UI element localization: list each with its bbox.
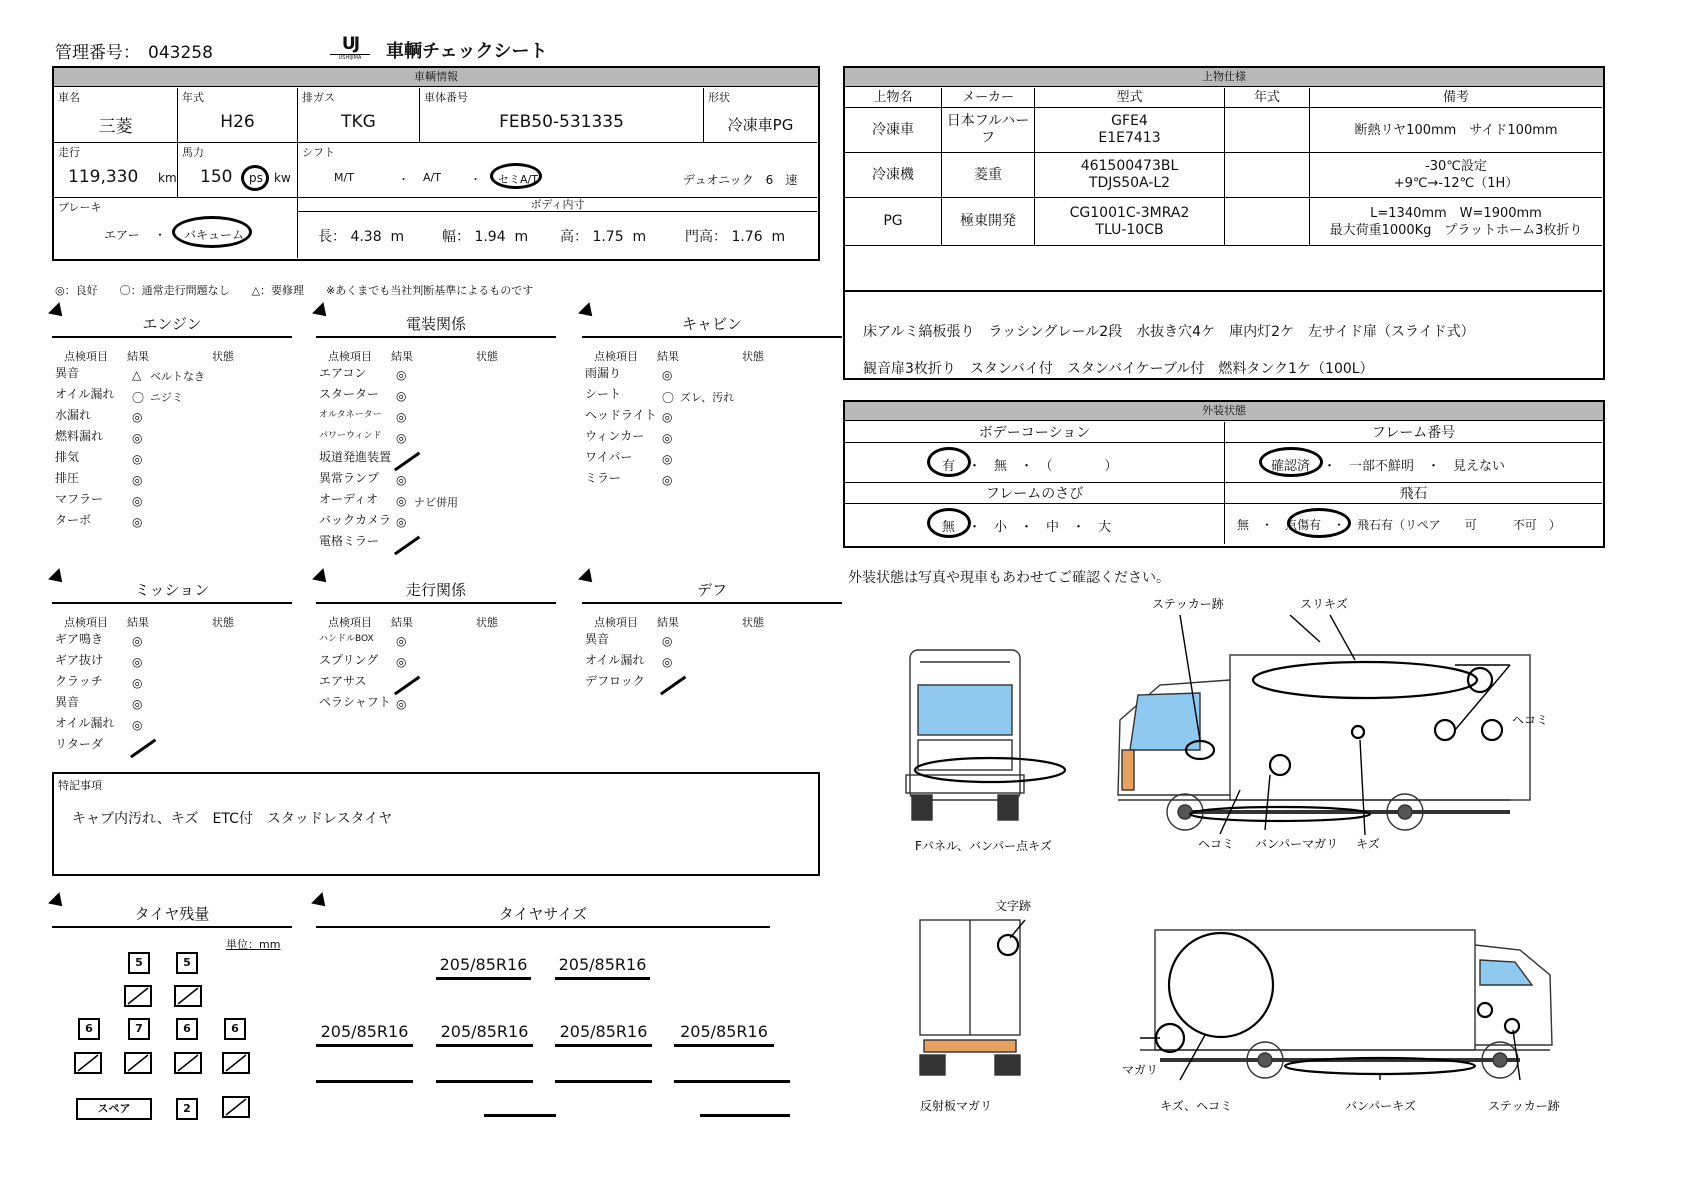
label-letters: 文字跡	[995, 899, 1032, 913]
col-header-result: 結果	[391, 616, 413, 629]
page-title: 車輌チェックシート	[386, 41, 548, 62]
truck-front-view	[906, 650, 1024, 820]
label-scratch: スリキズ	[1300, 597, 1348, 611]
tire-size-line	[316, 1058, 413, 1083]
upper-cell: 冷凍機	[845, 153, 942, 198]
check-item: オルタネーター	[319, 410, 382, 420]
diff-title: デフ	[582, 578, 842, 604]
label-bumper-scrape: バンパーマガリ	[1255, 837, 1339, 851]
check-item: オーディオ	[319, 492, 379, 506]
not-applicable-slash	[130, 739, 156, 758]
check-result: ◎	[396, 697, 407, 711]
check-result: ◎	[132, 431, 143, 445]
check-item: 異音	[55, 695, 80, 709]
upper-remarks-1: 床アルミ縞板張り ラッシングレール2段 水抜き穴4ケ 庫内灯2ケ 左サイド扉（スライド式）	[863, 324, 1475, 340]
check-result: ◎	[662, 452, 673, 466]
body-coat-circle	[927, 447, 971, 477]
check-item: ワイパー	[585, 450, 633, 464]
special-notes: 特記事項 キャブ内汚れ、キズ ETC付 スタッドレスタイヤ	[52, 772, 820, 876]
tire-rear-slash-2	[174, 1052, 202, 1074]
check-item: 電格ミラー	[319, 534, 380, 548]
check-item: スターター	[319, 387, 380, 401]
check-item: エアコン	[319, 366, 367, 380]
body-number-cell: 車体番号 FEB50-531335	[420, 88, 704, 143]
upper-cell	[1225, 108, 1310, 153]
col-header-status: 状態	[212, 350, 234, 363]
col-header-status: 状態	[476, 350, 498, 363]
ps-circle	[241, 165, 269, 191]
power-cell: 馬力 150 ps kw	[178, 143, 298, 198]
not-applicable-slash	[394, 452, 420, 471]
tire-front-right: 5	[176, 952, 198, 974]
check-item: ウィンカー	[585, 429, 645, 443]
check-result: ◎	[132, 410, 143, 424]
check-result: ◎	[396, 494, 407, 508]
check-item: 異音	[585, 632, 610, 646]
upper-cell	[1225, 198, 1310, 246]
check-result: ◎	[132, 676, 143, 690]
check-result: ◎	[396, 410, 407, 424]
check-item: バックカメラ	[319, 513, 392, 527]
check-item: 排気	[55, 450, 80, 464]
col-header-result: 結果	[657, 350, 679, 363]
tire-size-rear-1: 205/85R16	[436, 1022, 533, 1047]
tire-rear-0: 6	[78, 1018, 100, 1040]
tire-front-right-slash	[174, 985, 202, 1007]
check-item: マフラー	[55, 492, 104, 506]
check-item: ハンドルBOX	[319, 634, 374, 644]
exterior-title: 外装状態	[845, 402, 1603, 421]
upper-header-cell: 年式	[1225, 88, 1310, 108]
col-header-result: 結果	[391, 350, 413, 363]
check-result: 〇	[662, 391, 675, 405]
tire-size-title: タイヤサイズ	[316, 902, 770, 928]
check-item: 雨漏り	[585, 366, 622, 380]
check-result: ◎	[662, 473, 673, 487]
label-reflector: 反射板マガリ	[920, 1099, 993, 1113]
col-header-item: 点検項目	[328, 350, 372, 363]
col-header-status: 状態	[742, 616, 764, 629]
rust-circle	[927, 508, 971, 538]
check-result: ◎	[396, 368, 407, 382]
not-applicable-slash	[660, 676, 686, 695]
shift-cell: シフト M/T ・ A/T ・ セミA/T デュオニック 6 速	[298, 143, 817, 198]
col-header-result: 結果	[127, 350, 149, 363]
tire-rear-slash-1	[124, 1052, 152, 1074]
check-result: ◎	[396, 515, 407, 529]
vehicle-info-table	[52, 66, 820, 261]
check-result: △	[132, 368, 142, 382]
mileage-cell: 走行 119,330 km	[54, 143, 178, 198]
label-bumper-kizu: バンパーキズ	[1345, 1099, 1416, 1113]
upper-cell: 日本フルハーフ	[942, 108, 1035, 153]
label-dent2: ヘコミ	[1198, 837, 1235, 851]
check-status: ニジミ	[150, 391, 183, 404]
drive-title: 走行関係	[316, 578, 556, 604]
tire-size-rear-0: 205/85R16	[316, 1022, 413, 1047]
check-item: オイル漏れ	[55, 387, 115, 401]
electric-title: 電装関係	[316, 312, 556, 338]
label-magari: マガリ	[1122, 1063, 1159, 1077]
check-result: ◎	[132, 473, 143, 487]
exterior-table: 外装状態 ボデーコーション フレーム番号 有 ・ 無 ・ （ ） 確認済 ・ 一部不鮮明 ・ 見えない フレームのさび 飛石 無 ・ 小 ・ 中 ・ 大 無 ・ 点傷有 ・ 飛石有（リペア 可 不可 ）	[843, 400, 1605, 548]
check-result: ◎	[396, 634, 407, 648]
check-result: ◎	[132, 634, 143, 648]
col-header-item: 点検項目	[64, 616, 108, 629]
tire-rear-slash-0	[74, 1052, 102, 1074]
upper-cell: -30℃設定 +9℃→-12℃（1H）	[1310, 153, 1602, 198]
label-dent: ヘコミ	[1512, 713, 1549, 727]
tire-front-left-slash	[124, 985, 152, 1007]
mission-title: ミッション	[52, 578, 292, 604]
check-result: ◎	[662, 410, 673, 424]
shape-cell: 形状 冷凍車PG	[704, 88, 817, 143]
col-header-status: 状態	[476, 616, 498, 629]
check-result: ◎	[396, 389, 407, 403]
tire-front-left: 5	[128, 952, 150, 974]
upper-header-cell: 型式	[1035, 88, 1225, 108]
body-coat-options: 有 ・ 無 ・ （ ）	[845, 443, 1225, 483]
tire-size-rear-3: 205/85R16	[674, 1022, 774, 1047]
check-item: オイル漏れ	[55, 716, 115, 730]
check-item: リターダ	[55, 737, 104, 751]
check-result: ◎	[662, 431, 673, 445]
mgmt-label: 管理番号： 043258	[55, 43, 213, 63]
label-sticker2: ステッカー跡	[1488, 1099, 1560, 1113]
special-notes-text: キャブ内汚れ、キズ ETC付 スタッドレスタイヤ	[72, 811, 393, 827]
col-header-item: 点検項目	[64, 350, 108, 363]
check-result: ◎	[132, 515, 143, 529]
upper-remarks-2: 観音扉3枚折り スタンバイ付 スタンバイケーブル付 燃料タンク1ケ（100L）	[863, 361, 1374, 377]
damage-diagram	[860, 590, 1600, 1130]
label-kizu-hekomi: キズ、ヘコミ	[1160, 1099, 1233, 1113]
vacuum-circle	[172, 216, 252, 248]
rust-options: 無 ・ 小 ・ 中 ・ 大	[845, 504, 1225, 544]
logo: UJ USHIJIMA	[330, 34, 370, 61]
label-fpanel: Fパネル、バンパー点キズ	[915, 839, 1052, 853]
col-header-result: 結果	[657, 616, 679, 629]
stone-options: 無 ・ 点傷有 ・ 飛石有（リペア 可 不可 ）	[1225, 504, 1602, 544]
check-item: ターボ	[55, 513, 92, 527]
check-result: ◎	[662, 368, 673, 382]
label-sticker: ステッカー跡	[1152, 597, 1224, 611]
check-item: 坂道発進装置	[319, 450, 392, 464]
engine-title: エンジン	[52, 312, 292, 338]
upper-cell: PG	[845, 198, 942, 246]
truck-rear-view	[920, 920, 1020, 1075]
check-status: ズレ、汚れ	[680, 391, 735, 404]
frame-circle	[1259, 447, 1323, 477]
tire-rear-slash-3	[222, 1052, 250, 1074]
tire-spare: 2	[176, 1098, 198, 1120]
tire-rear-3: 6	[224, 1018, 246, 1040]
year-cell: 年式 H26	[178, 88, 298, 143]
frame-options: 確認済 ・ 一部不鮮明 ・ 見えない	[1225, 443, 1602, 483]
tire-size-line	[436, 1058, 533, 1083]
upper-cell: 冷凍車	[845, 108, 942, 153]
upper-cell: 菱重	[942, 153, 1035, 198]
check-item: ヘッドライト	[585, 408, 657, 422]
tire-unit: 単位：mm	[226, 938, 281, 951]
upper-cell: 461500473BL TDJS50A-L2	[1035, 153, 1225, 198]
body-dimension-cell: ボディ内寸 長： 4.38 m 幅： 1.94 m 高： 1.75 m 門高： 1.76 m	[298, 198, 817, 258]
check-item: 異音	[55, 366, 80, 380]
tire-remain-title: タイヤ残量	[52, 902, 292, 928]
check-result: ◎	[132, 697, 143, 711]
not-applicable-slash	[394, 536, 420, 555]
tire-spare-label: スペア	[76, 1098, 152, 1120]
vehicle-info-title: 車輌情報	[54, 68, 818, 87]
check-item: 燃料漏れ	[55, 429, 104, 443]
col-header-status: 状態	[212, 616, 234, 629]
check-result: ◎	[132, 494, 143, 508]
check-result: ◎	[132, 452, 143, 466]
upper-spec-table	[843, 66, 1605, 380]
tire-size-line	[674, 1058, 790, 1083]
tire-rear-1: 7	[128, 1018, 150, 1040]
check-status: ナビ併用	[414, 496, 458, 509]
upper-cell: L=1340mm W=1900mm 最大荷重1000Kg プラットホーム3枚折り	[1310, 198, 1602, 246]
upper-cell: CG1001C-3MRA2 TLU-10CB	[1035, 198, 1225, 246]
col-header-result: 結果	[127, 616, 149, 629]
tire-size-spare-line2	[700, 1092, 790, 1117]
check-result: ◎	[662, 655, 673, 669]
check-result: ◎	[662, 634, 673, 648]
tire-size-rear-2: 205/85R16	[555, 1022, 652, 1047]
semi-at-circle	[490, 163, 542, 189]
stone-circle	[1287, 508, 1351, 538]
check-result: ◎	[396, 431, 407, 445]
tire-size-line	[555, 1058, 652, 1083]
not-applicable-slash	[394, 676, 420, 695]
check-item: クラッチ	[55, 674, 103, 688]
tire-size-front-0: 205/85R16	[436, 955, 531, 980]
tire-rear-2: 6	[176, 1018, 198, 1040]
check-item: 排圧	[55, 471, 80, 485]
check-result: ◎	[396, 655, 407, 669]
col-header-item: 点検項目	[594, 350, 638, 363]
upper-cell: 断熱リヤ100mm サイド100mm	[1310, 108, 1602, 153]
check-result: ◎	[132, 655, 143, 669]
upper-spec-title: 上物仕様	[845, 68, 1603, 87]
check-item: デフロック	[585, 674, 645, 688]
car-name-cell: 車名 三菱	[54, 88, 178, 143]
check-result: ◎	[132, 718, 143, 732]
check-item: シート	[585, 387, 622, 401]
tire-spare-slash	[222, 1096, 250, 1118]
check-item: オイル漏れ	[585, 653, 645, 667]
col-header-status: 状態	[742, 350, 764, 363]
check-item: 水漏れ	[55, 408, 92, 422]
exterior-note: 外装状態は写真や現車もあわせてご確認ください。	[848, 570, 1170, 586]
check-item: スプリング	[319, 653, 379, 667]
col-header-item: 点検項目	[328, 616, 372, 629]
gas-cell: 排ガス TKG	[298, 88, 420, 143]
brake-cell: ブレーキ エアー ・ バキューム	[54, 198, 298, 258]
upper-header-cell: メーカー	[942, 88, 1035, 108]
check-item: ギア鳴き	[55, 632, 104, 646]
check-item: ギア抜け	[55, 653, 104, 667]
label-kizu: キズ	[1356, 837, 1380, 851]
upper-cell: 極東開発	[942, 198, 1035, 246]
tire-size-spare-line	[484, 1092, 556, 1117]
check-item: ペラシャフト	[319, 695, 391, 709]
check-item: ミラー	[585, 471, 622, 485]
check-item: 異常ランプ	[319, 471, 380, 485]
upper-header-cell: 上物名	[845, 88, 942, 108]
check-item: パワーウィンド	[319, 431, 382, 441]
check-result: ◎	[396, 473, 407, 487]
tire-size-front-1: 205/85R16	[555, 955, 650, 980]
check-status: ベルトなき	[150, 370, 205, 383]
check-result: 〇	[132, 391, 145, 405]
upper-cell	[1225, 153, 1310, 198]
upper-cell: GFE4 E1E7413	[1035, 108, 1225, 153]
upper-header-cell: 備考	[1310, 88, 1602, 108]
legend: ◎：良好 〇：通常走行問題なし △：要修理 ※あくまでも当社判断基準によるものです	[55, 284, 534, 297]
cabin-title: キャビン	[582, 312, 842, 338]
check-item: エアサス	[319, 674, 367, 688]
col-header-item: 点検項目	[594, 616, 638, 629]
